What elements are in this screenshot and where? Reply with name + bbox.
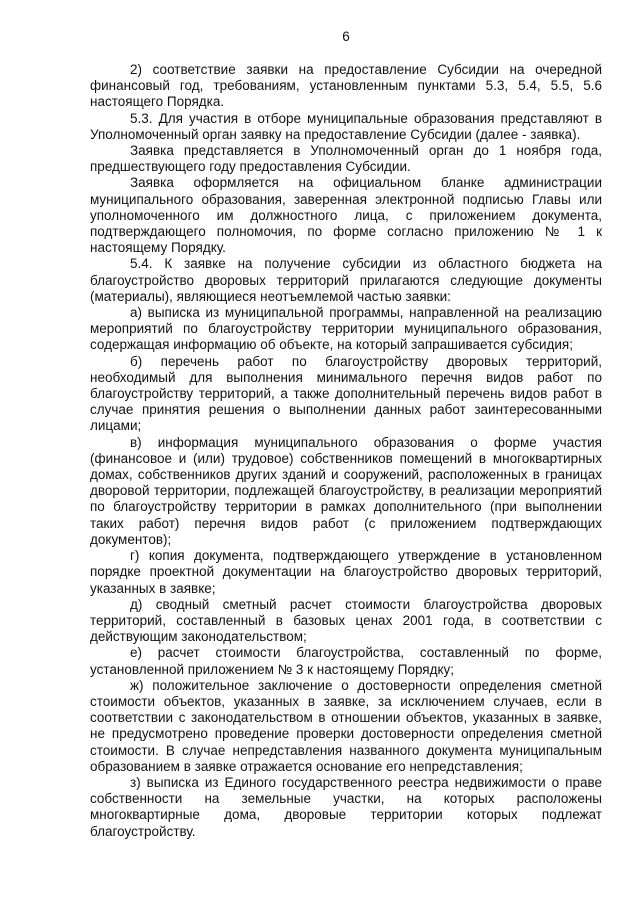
page-number: 6 xyxy=(342,29,350,44)
list-item-z: з) выписка из Единого государственного реестра недвижимости о праве собственности на земельные участки, на которых расположены многоквартирные дома, дворовые территории которых подлежат благоустройству. xyxy=(90,774,602,839)
paragraph-deadline: Заявка представляется в Уполномоченный орган до 1 ноября года, предшествующего году предоставления Субсидии. xyxy=(90,143,602,175)
paragraph-form: Заявка оформляется на официальном бланке администрации муниципального образования, заверенная электронной подписью Главы или уполномоченного им должностного лица, с приложением документа, подтверждающего полномочия, по форме согласно приложению № 1 к настоящему Порядку. xyxy=(90,175,602,256)
list-item-zh: ж) положительное заключение о достоверности определения сметной стоимости объектов, указанных в заявке, за исключением случаев, если в соответствии с законодательством в отношении объектов, указанных в заявке, не предусмотрено проведение проверки достоверности определения сметной стоимости. В случае непредставления названного документа муниципальным образованием в заявке отражается основание его непредставления; xyxy=(90,677,602,774)
list-item-e: е) расчет стоимости благоустройства, составленный по форме, установленной приложением № 3 к настоящему Порядку; xyxy=(90,645,602,677)
list-item-v: в) информация муниципального образования о форме участия (финансовое и (или) трудовое) собственников помещений в многоквартирных домах, собственников других зданий и сооружений, расположенных в границах дворовой территории, подлежащей благоустройству, в реализации мероприятий по благоустройству территории в рамках дополнительного (при выполнении таких работ) перечня видов работ (с приложением подтверждающих документов); xyxy=(90,434,602,547)
list-item-a: а) выписка из муниципальной программы, направленной на реализацию мероприятий по благоустройству территории муниципального образования, содержащая информацию об объекте, на который запрашивается субсидия; xyxy=(90,305,602,353)
list-item-b: б) перечень работ по благоустройству дворовых территорий, необходимый для выполнения минимального перечня видов работ по благоустройству территорий, а также дополнительный перечень видов работ в случае принятия решения о выполнении данных работ заинтересованными лицами; xyxy=(90,353,602,434)
paragraph-criterion-2: 2) соответствие заявки на предоставление Субсидии на очередной финансовый год, требованиям, установленным пунктами 5.3, 5.4, 5.5, 5.6 настоящего Порядка. xyxy=(90,62,602,110)
list-item-g: г) копия документа, подтверждающего утверждение в установленном порядке проектной документации на благоустройство дворовых территорий, указанных в заявке; xyxy=(90,548,602,596)
paragraph-5-3: 5.3. Для участия в отборе муниципальные образования представляют в Уполномоченный орган заявку на предоставление Субсидии (далее - заявка). xyxy=(90,110,602,142)
list-item-d: д) сводный сметный расчет стоимости благоустройства дворовых территорий, составленный в базовых ценах 2001 года, в соответствии с действующим законодательством; xyxy=(90,596,602,645)
paragraph-5-4: 5.4. К заявке на получение субсидии из областного бюджета на благоустройство дворовых территорий прилагаются следующие документы (материалы), являющиеся неотъемлемой частью заявки: xyxy=(90,256,602,304)
